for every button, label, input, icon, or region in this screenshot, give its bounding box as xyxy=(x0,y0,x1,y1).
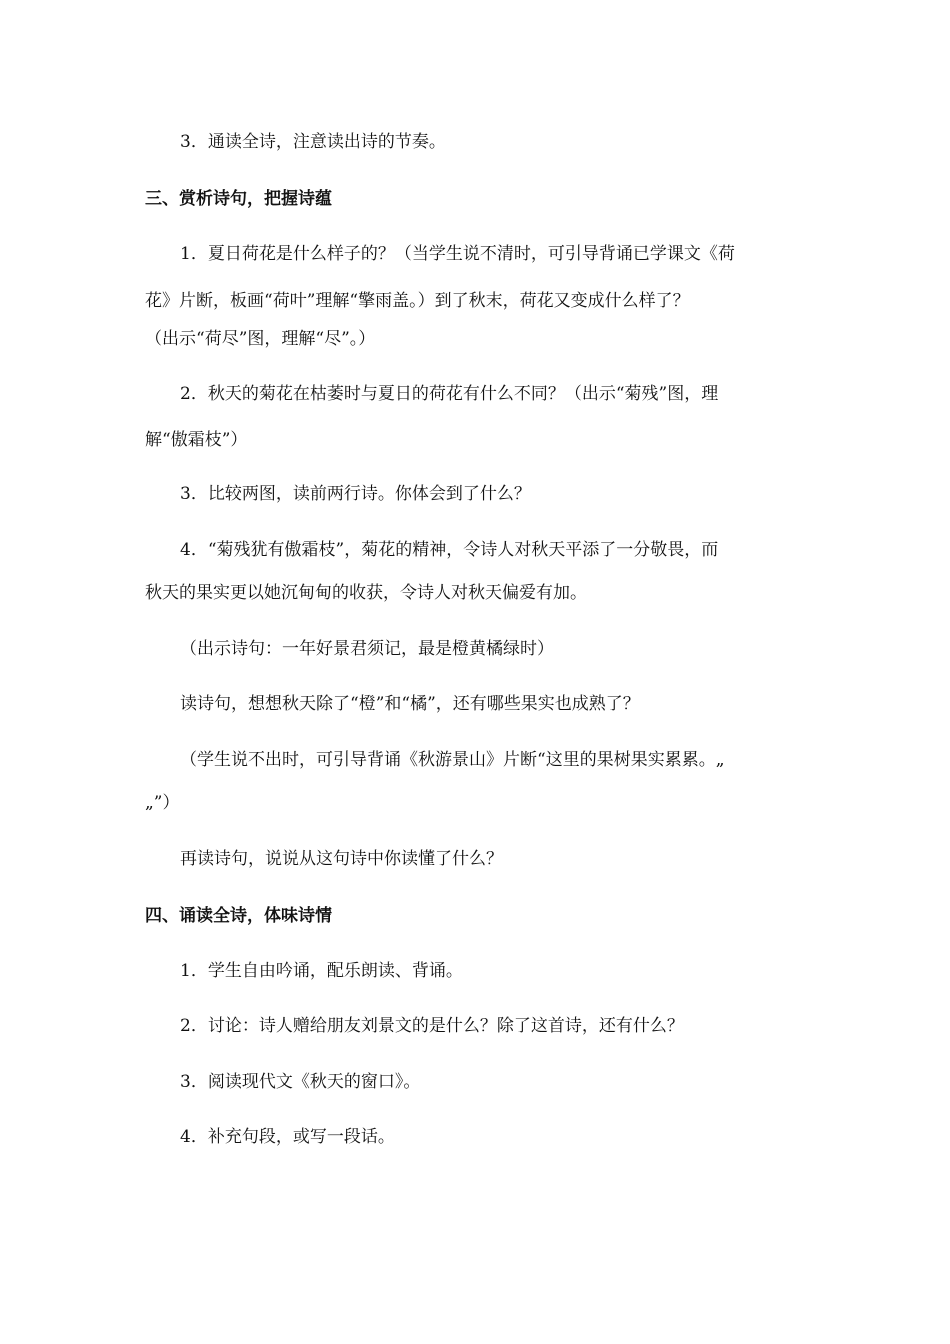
section-heading: 四、诵读全诗，体味诗情 xyxy=(145,906,332,926)
paragraph-line: 4．“菊残犹有傲霜枝”，菊花的精神，令诗人对秋天平添了一分敬畏，而 xyxy=(180,540,719,560)
paragraph-line: 花》片断，板画“荷叶”理解“擎雨盖。）到了秋末，荷花又变成什么样了？ xyxy=(145,291,690,311)
paragraph: 再读诗句，说说从这句诗中你读懂了什么？ xyxy=(180,849,503,869)
paragraph-line: （出示“荷尽”图，理解“尽”。） xyxy=(145,329,376,349)
paragraph: 1．学生自由吟诵，配乐朗读、背诵。 xyxy=(180,961,463,981)
paragraph: 2．讨论：诗人赠给朋友刘景文的是什么？除了这首诗，还有什么？ xyxy=(180,1016,684,1036)
paragraph-line: 2．秋天的菊花在枯萎时与夏日的荷花有什么不同？（出示“菊残”图，理 xyxy=(180,384,719,404)
paragraph: 3．通读全诗，注意读出诗的节奏。 xyxy=(180,132,446,152)
paragraph-line: （学生说不出时，可引导背诵《秋游景山》片断“这里的果树果实累累。„ xyxy=(180,750,725,770)
paragraph: 4．补充句段，或写一段话。 xyxy=(180,1127,395,1147)
paragraph: 3．比较两图，读前两行诗。你体会到了什么？ xyxy=(180,484,531,504)
section-heading: 三、赏析诗句，把握诗蕴 xyxy=(145,189,332,209)
paragraph-line: 1．夏日荷花是什么样子的？（当学生说不清时，可引导背诵已学课文《荷 xyxy=(180,244,735,264)
paragraph: 3．阅读现代文《秋天的窗口》。 xyxy=(180,1072,421,1092)
paragraph-line: 解“傲霜枝”） xyxy=(145,430,248,450)
paragraph: 读诗句，想想秋天除了“橙”和“橘”，还有哪些果实也成熟了？ xyxy=(180,694,640,714)
paragraph: （出示诗句：一年好景君须记，最是橙黄橘绿时） xyxy=(180,639,554,659)
paragraph-line: „”） xyxy=(145,793,180,813)
paragraph-line: 秋天的果实更以她沉甸甸的收获，令诗人对秋天偏爱有加。 xyxy=(145,583,587,603)
